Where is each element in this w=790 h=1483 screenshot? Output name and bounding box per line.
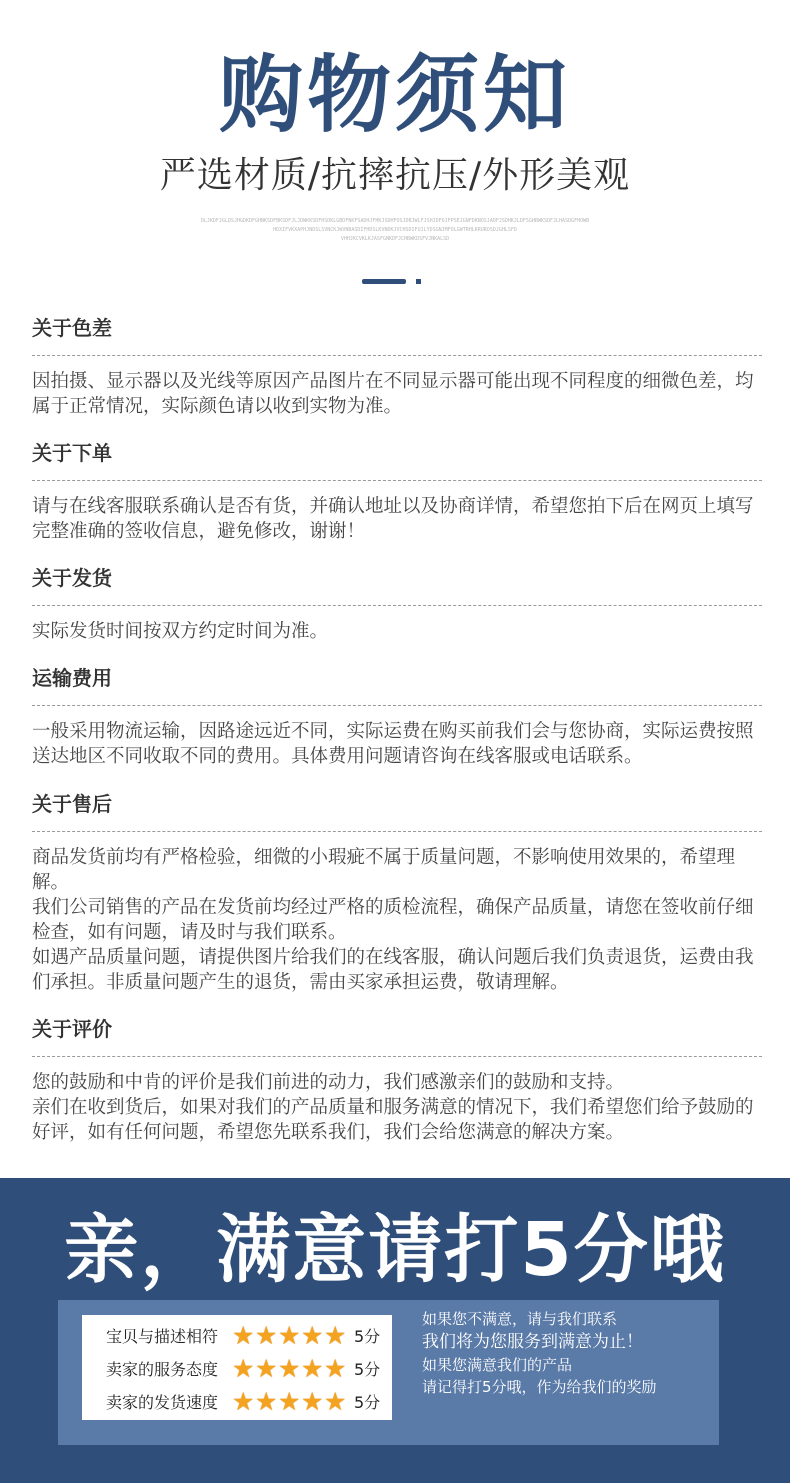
section-heading: 关于下单 <box>32 441 112 465</box>
message-line: 我们将为您服务到满意为止！ <box>422 1332 643 1352</box>
rating-card <box>82 1315 392 1420</box>
divider-dot <box>416 279 421 284</box>
section-color-difference <box>32 314 762 419</box>
section-heading: 关于售后 <box>32 792 112 816</box>
star-icon: ★ <box>324 1387 347 1416</box>
rating-label: 卖家的服务态度 <box>106 1360 219 1379</box>
star-icon: ★ <box>324 1321 347 1350</box>
star-icon: ★ <box>301 1387 324 1416</box>
section-paragraph: 亲们在收到货后，如果对我们的产品质量和服务满意的情况下，我们希望您们给予鼓励的好评，如有任何问题，希望您先联系我们，我们会给您满意的解决方案。 <box>32 1097 754 1143</box>
page-title: 购物须知 <box>218 46 571 144</box>
rating-score: 5分 <box>354 1327 381 1346</box>
rating-headline: 亲，满意请打5分哦 <box>64 1207 726 1293</box>
page-subtitle: 严选材质/抗摔抗压/外形美观 <box>159 155 631 196</box>
section-body <box>32 1070 762 1145</box>
star-icon: ★ <box>232 1321 255 1350</box>
section-freight-cost <box>32 664 762 769</box>
section-body <box>32 719 762 769</box>
decorative-small-text-2: HDXIFVKXAPHJNDSLSVNCKJWVNBASDIFHDSLKVNDKJVCHSDIFUJLYDSGNJMFOLGWTRHLKRUROSDJGHLSFD <box>273 227 517 233</box>
section-body <box>32 845 762 995</box>
section-paragraph: 我们公司销售的产品在发货前均经过严格的质检流程，确保产品质量，请您在签收前仔细检查，如有问题，请及时与我们联系。 <box>32 897 754 943</box>
star-icon: ★ <box>232 1354 255 1383</box>
section-ordering <box>32 439 762 544</box>
section-paragraph: 商品发货前均有严格检验，细微的小瑕疵不属于质量问题，不影响使用效果的，希望理解。 <box>32 847 736 893</box>
section-divider <box>32 355 762 356</box>
section-body <box>32 619 762 644</box>
rating-panel <box>58 1300 719 1445</box>
section-paragraph: 您的鼓励和中肯的评价是我们前进的动力，我们感激亲们的鼓励和支持。 <box>32 1072 625 1093</box>
rating-label: 宝贝与描述相符 <box>106 1327 219 1346</box>
section-paragraph: 实际发货时间按双方约定时间为准。 <box>32 621 329 642</box>
divider-bar <box>362 279 406 284</box>
rating-banner <box>0 1178 790 1483</box>
star-icon: ★ <box>232 1387 255 1416</box>
star-icon: ★ <box>301 1321 324 1350</box>
star-icon: ★ <box>255 1387 278 1416</box>
section-divider <box>32 1056 762 1057</box>
star-icon: ★ <box>324 1354 347 1383</box>
rating-score: 5分 <box>354 1360 381 1379</box>
star-icon: ★ <box>301 1354 324 1383</box>
section-paragraph: 因拍摄、显示器以及光线等原因产品图片在不同显示器可能出现不同程度的细微色差，均属于正常情况，实际颜色请以收到实物为准。 <box>32 371 754 417</box>
section-heading: 关于发货 <box>32 566 112 590</box>
section-shipping <box>32 564 762 644</box>
section-heading: 关于评价 <box>32 1017 112 1041</box>
rating-row-delivery <box>82 1387 392 1419</box>
decorative-small-text-1: DLJKDFJGLDSJHGDKDFGHNKSDFBKSDFJLJDWKKSDFHSDKLGBDFNKFSADHJFHKJSDHFOSJDBJWLFJSHJDFOJFPSEJGNFDKNOSJADFJSDHKJLDFSGHBWKSDFJLHASDGFHOWB <box>200 218 590 224</box>
section-paragraph: 一般采用物流运输，因路途远近不同，实际运费在购买前我们会与您协商，实际运费按照送达地区不同收取不同的费用。具体费用问题请咨询在线客服或电话联系。 <box>32 721 754 767</box>
section-paragraph: 如遇产品质量问题，请提供图片给我们的在线客服，确认问题后我们负责退货，运费由我们承担。非质量问题产生的退货，需由买家承担运费，敬请理解。 <box>32 947 754 993</box>
rating-label: 卖家的发货速度 <box>106 1393 219 1412</box>
section-heading: 运输费用 <box>32 666 112 690</box>
star-icon: ★ <box>278 1354 301 1383</box>
star-icon: ★ <box>255 1321 278 1350</box>
rating-score: 5分 <box>354 1393 381 1412</box>
section-divider <box>32 705 762 706</box>
section-heading: 关于色差 <box>32 316 112 340</box>
section-divider <box>32 831 762 832</box>
message-line: 请记得打5分哦，作为给我们的奖励 <box>422 1378 657 1396</box>
decorative-small-text-3: VHHJKCVKLKJASFGNKDFJCHBWKDSFVJNKALSD <box>340 236 450 242</box>
section-after-sales <box>32 790 762 995</box>
section-divider <box>32 605 762 606</box>
star-icon: ★ <box>278 1387 301 1416</box>
message-line: 如果您不满意，请与我们联系 <box>422 1310 618 1328</box>
message-line: 如果您满意我们的产品 <box>422 1356 573 1374</box>
section-reviews <box>32 1015 762 1145</box>
section-body <box>32 494 762 544</box>
star-icon: ★ <box>255 1354 278 1383</box>
star-icon: ★ <box>278 1321 301 1350</box>
rating-row-description <box>82 1321 392 1353</box>
section-paragraph: 请与在线客服联系确认是否有货，并确认地址以及协商详情，希望您拍下后在网页上填写完整准确的签收信息，避免修改，谢谢！ <box>32 496 754 542</box>
section-body <box>32 369 762 419</box>
section-divider <box>32 480 762 481</box>
rating-row-service <box>82 1354 392 1386</box>
